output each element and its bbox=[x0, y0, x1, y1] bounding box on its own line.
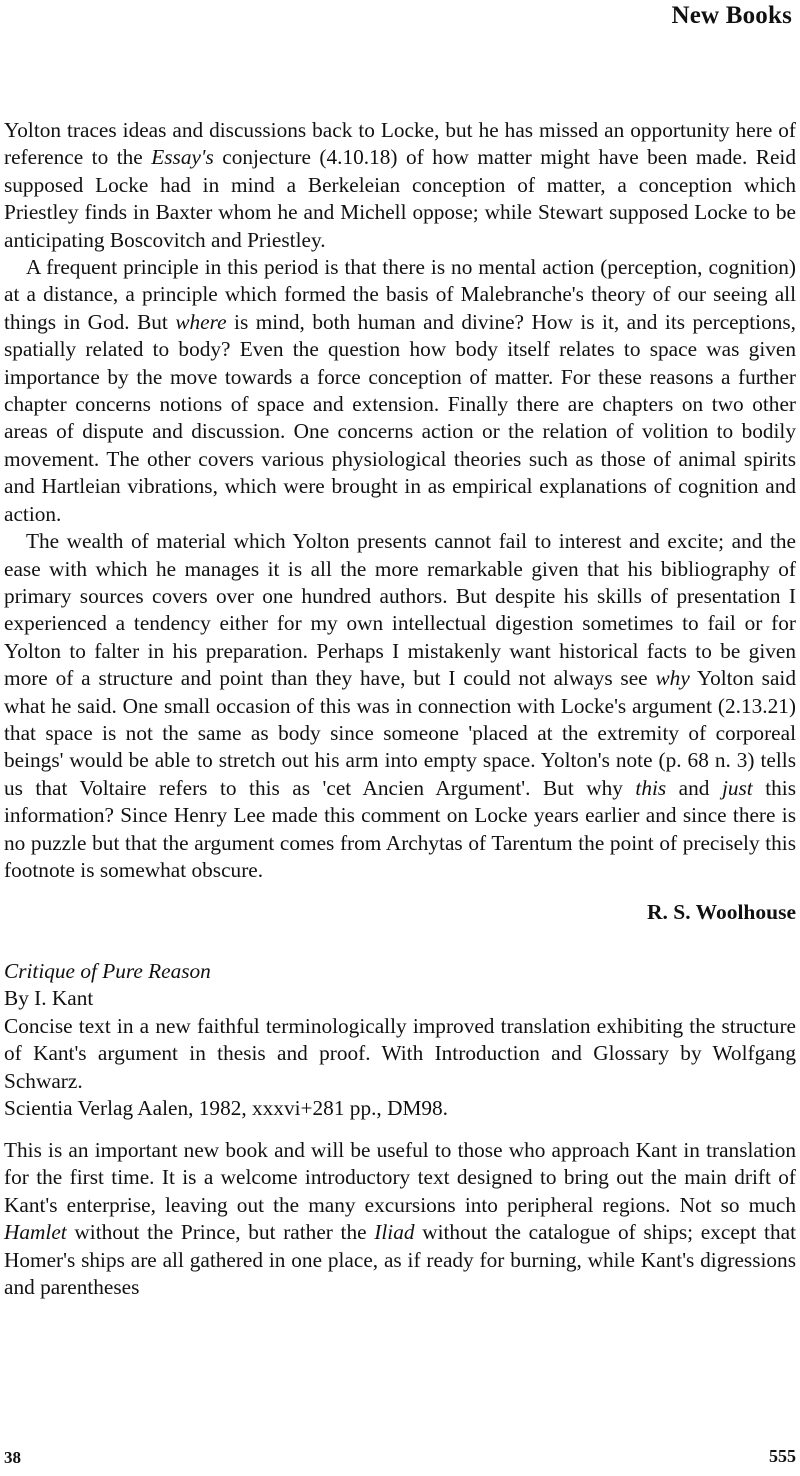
book-title: Critique of Pure Reason bbox=[4, 959, 211, 983]
reviewer-signature: R. S. Woolhouse bbox=[647, 900, 796, 924]
paragraph-2 bbox=[4, 254, 796, 528]
italic-span: why bbox=[655, 666, 690, 691]
text-span: without the Prince, but rather the bbox=[66, 1220, 375, 1245]
italic-span: Essay's bbox=[151, 145, 214, 170]
paragraph-1 bbox=[4, 117, 796, 254]
text-span: Yolton traces ideas and discussions back to Locke, but he has missed an opportunity here of reference to the bbox=[4, 118, 796, 170]
review-body bbox=[4, 117, 796, 884]
text-span: is mind, both human and divine? How is it, and its perceptions, spatially related to body? Even the question how body itself relates to space was given importance by the move towards a force conception of matter. For these reasons a further chapter concerns notions of space and extension. Finally there are chapters on two other areas of dispute and discussion. One concerns action or the relation of volition to bodily movement. The other covers various physiological theories such as those of animal spirits and Hartleian vibrations, which were brought in as empirical explanations of cognition and action. bbox=[4, 309, 796, 526]
page-number: 555 bbox=[769, 1446, 796, 1466]
text-span: without the catalogue of ships; except that Homer's ships are all gathered in one place, as if ready for burning, while Kant's digressions and parentheses bbox=[4, 1220, 796, 1300]
text-span: conjecture (4.10.18) of how matter might have been made. Reid supposed Locke had in mind a Berkeleian conception of matter, a conception which Priestley finds in Baxter whom he and Michell oppose; while Stewart supposed Locke to be anticipating Boscovitch and Priestley. bbox=[4, 145, 796, 252]
text-span: The wealth of material which Yolton presents cannot fail to interest and excite; and the ease with which he manages it is all the more remarkable given that his bibliography of primary sources covers over one hundred authors. But despite his skills of presentation I experienced a tendency either for my own intellectual digestion sometimes to fail or for Yolton to falter in his preparation. Perhaps I mistakenly want historical facts to be given more of a structure and point than they have, but I could not always see bbox=[4, 529, 796, 691]
text-span: and bbox=[666, 775, 722, 800]
paragraph-3 bbox=[4, 528, 796, 884]
running-header: New Books bbox=[671, 2, 792, 29]
book-author: By I. Kant bbox=[4, 986, 94, 1011]
book-description: Concise text in a new faithful terminologically improved translation exhibiting the structure of Kant's argument in thesis and proof. With Introduction and Glossary by Wolfgang Schwarz. bbox=[4, 1013, 796, 1093]
text-span: Yolton said what he said. One small occasion of this was in connection with Locke's argument (2.13.21) that space is not the same as body since someone 'placed at the extremity of corporeal beings' would be able to stretch out his arm into empty space. Yolton's note (p. 68 n. 3) tells us that Voltaire refers to this as 'cet Ancien Argument'. But why bbox=[4, 666, 796, 800]
paragraph-4 bbox=[4, 1137, 796, 1301]
book-publisher: Scientia Verlag Aalen, 1982, xxxvi+281 pp., DM98. bbox=[4, 1096, 449, 1121]
italic-span: just bbox=[721, 775, 753, 800]
italic-span: Iliad bbox=[374, 1220, 415, 1245]
italic-span: Hamlet bbox=[4, 1220, 67, 1245]
book-citation bbox=[4, 958, 796, 1122]
italic-span: where bbox=[175, 309, 227, 334]
text-span: this information? Since Henry Lee made this comment on Locke years earlier and since there is no puzzle but that the argument comes from Archytas of Tarentum the point of precisely this footnote is somewhat obscure. bbox=[4, 775, 796, 882]
italic-span: this bbox=[635, 775, 667, 800]
second-review-body bbox=[4, 1137, 796, 1301]
text-span: This is an important new book and will be useful to those who approach Kant in translation for the first time. It is a welcome introductory text designed to bring out the main drift of Kant's enterprise, leaving out the many excursions into peripheral regions. Not so much bbox=[4, 1138, 796, 1217]
text-span: A frequent principle in this period is that there is no mental action (perception, cognition) at a distance, a principle which formed the basis of Malebranche's theory of our seeing all things in God. But bbox=[4, 255, 796, 334]
footer-issue-number: 38 bbox=[4, 1448, 21, 1467]
